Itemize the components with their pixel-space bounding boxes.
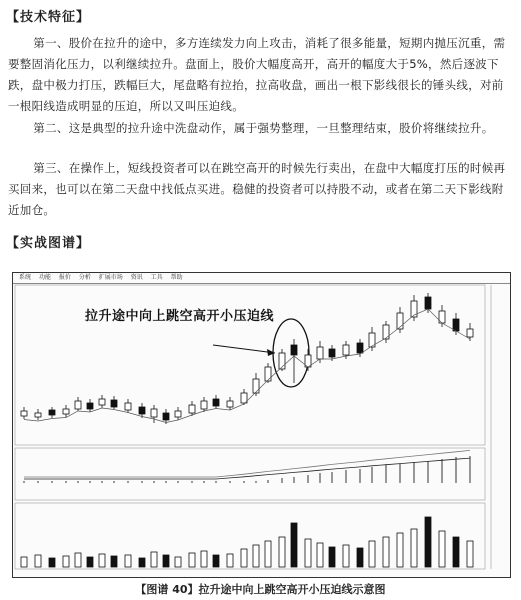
volume-bar: [99, 554, 105, 567]
volume-bar: [467, 541, 473, 567]
candle-body: [151, 409, 157, 417]
paragraph-3: 第三、在操作上，短线投资者可以在跳空高开的时候先行卖出，在盘中大幅度打压的时候再买回来，也可以在第二天盘中找低点买进。稳健的投资者可以持股不动，或者在第二天下影线附近加仓。: [8, 161, 506, 217]
candle-body: [265, 367, 271, 381]
volume-bar: [139, 558, 145, 567]
volume-bar: [425, 517, 431, 567]
volume-bar: [265, 541, 271, 567]
volume-bar: [87, 557, 93, 567]
volume-bar: [111, 556, 117, 567]
toolbar-item: 分析: [78, 274, 91, 281]
candle-body: [253, 379, 259, 393]
volume-bar: [411, 529, 417, 567]
candle-body: [291, 345, 297, 355]
paragraph-1: 第一、股价在拉升的途中，多方连续发力向上攻击，消耗了很多能量，短期内抛压沉重，需要整固消化压力，以利继续拉升。盘面上，股价大幅度高开，高开的幅度大于5%，然后逐波下跌，盘中极力打压，跌幅巨大，尾盘略有拉抬，拉高收盘，画出一根下影线很长的锤头线，对前一根阳线造成明显的压迫，所以又叫压迫线。: [8, 36, 506, 113]
volume-bar: [383, 537, 389, 567]
toolbar-item: 系统: [19, 274, 32, 281]
candle-body: [21, 411, 27, 416]
candle-body: [317, 347, 323, 359]
section-heading-tech: 【技术特征】: [6, 10, 91, 25]
volume-bar: [63, 556, 69, 567]
macd-group: [24, 450, 470, 483]
volume-bar: [125, 555, 131, 567]
volume-bar: [317, 543, 323, 567]
toolbar-item: 报价: [58, 274, 71, 281]
macd-line: [24, 458, 470, 479]
volume-bar: [453, 537, 459, 567]
volume-bar: [163, 555, 169, 567]
volume-bar: [357, 548, 363, 567]
volume-bar: [189, 553, 195, 567]
candle-body: [35, 413, 41, 417]
candle-body: [125, 403, 131, 410]
volume-bar: [369, 541, 375, 567]
candlestick-chart-figure: [12, 272, 511, 578]
candle-body: [49, 410, 55, 415]
candle-body: [99, 399, 105, 405]
volume-bar: [21, 557, 27, 567]
volume-bar: [439, 531, 445, 567]
candle-body: [383, 325, 389, 339]
volume-bar: [49, 558, 55, 567]
annotation-arrow: [213, 345, 275, 353]
volume-bar: [329, 547, 335, 567]
paragraph-2: 第二、这是典型的拉升途中洗盘动作，属于强势整理，一旦整理结束，股价将继续拉升。: [33, 121, 494, 135]
arrow-head-icon: [267, 349, 275, 356]
candle-body: [87, 403, 93, 409]
volume-bar: [213, 555, 219, 567]
volume-bar: [305, 539, 311, 567]
candle-body: [189, 405, 195, 413]
candle-body: [175, 411, 181, 417]
candle-body: [163, 413, 169, 420]
volume-bar: [201, 551, 207, 567]
toolbar-item: 功能: [38, 274, 51, 281]
candle-body: [139, 407, 145, 414]
candle-body: [357, 343, 363, 353]
candle-body: [213, 399, 219, 406]
candle-body: [329, 349, 335, 357]
candle-body: [411, 301, 417, 317]
volume-bar: [397, 533, 403, 567]
volume-bar: [227, 554, 233, 567]
candle-body: [425, 297, 431, 309]
chart-annotation: 拉升途中向上跳空高开小压迫线: [85, 309, 275, 324]
candle-body: [75, 401, 81, 409]
volume-group: [21, 517, 473, 567]
volume-bar: [343, 545, 349, 567]
volume-bar: [151, 552, 157, 567]
section-heading-chart: 【实战图谱】: [6, 236, 91, 251]
toolbar-item: 资讯: [130, 274, 143, 281]
candle-body: [201, 401, 207, 409]
volume-bar: [253, 545, 259, 567]
toolbar-item: 帮助: [170, 274, 183, 281]
candle-body: [467, 329, 473, 337]
candle-body: [111, 400, 117, 407]
volume-bar: [291, 523, 297, 567]
toolbar-item: 工具: [150, 274, 163, 281]
kline-svg: [13, 283, 510, 577]
volume-bar: [279, 537, 285, 567]
candle-body: [343, 345, 349, 355]
volume-bar: [35, 555, 41, 567]
candle-body: [453, 319, 459, 331]
candle-body: [227, 401, 233, 407]
volume-bar: [241, 549, 247, 567]
volume-bar: [75, 553, 81, 567]
candle-body: [63, 409, 69, 414]
volume-bar: [175, 557, 181, 567]
figure-caption: 【图谱 40】拉升途中向上跳空高开小压迫线示意图: [135, 583, 386, 596]
toolbar-item: 扩展市场: [98, 274, 123, 281]
